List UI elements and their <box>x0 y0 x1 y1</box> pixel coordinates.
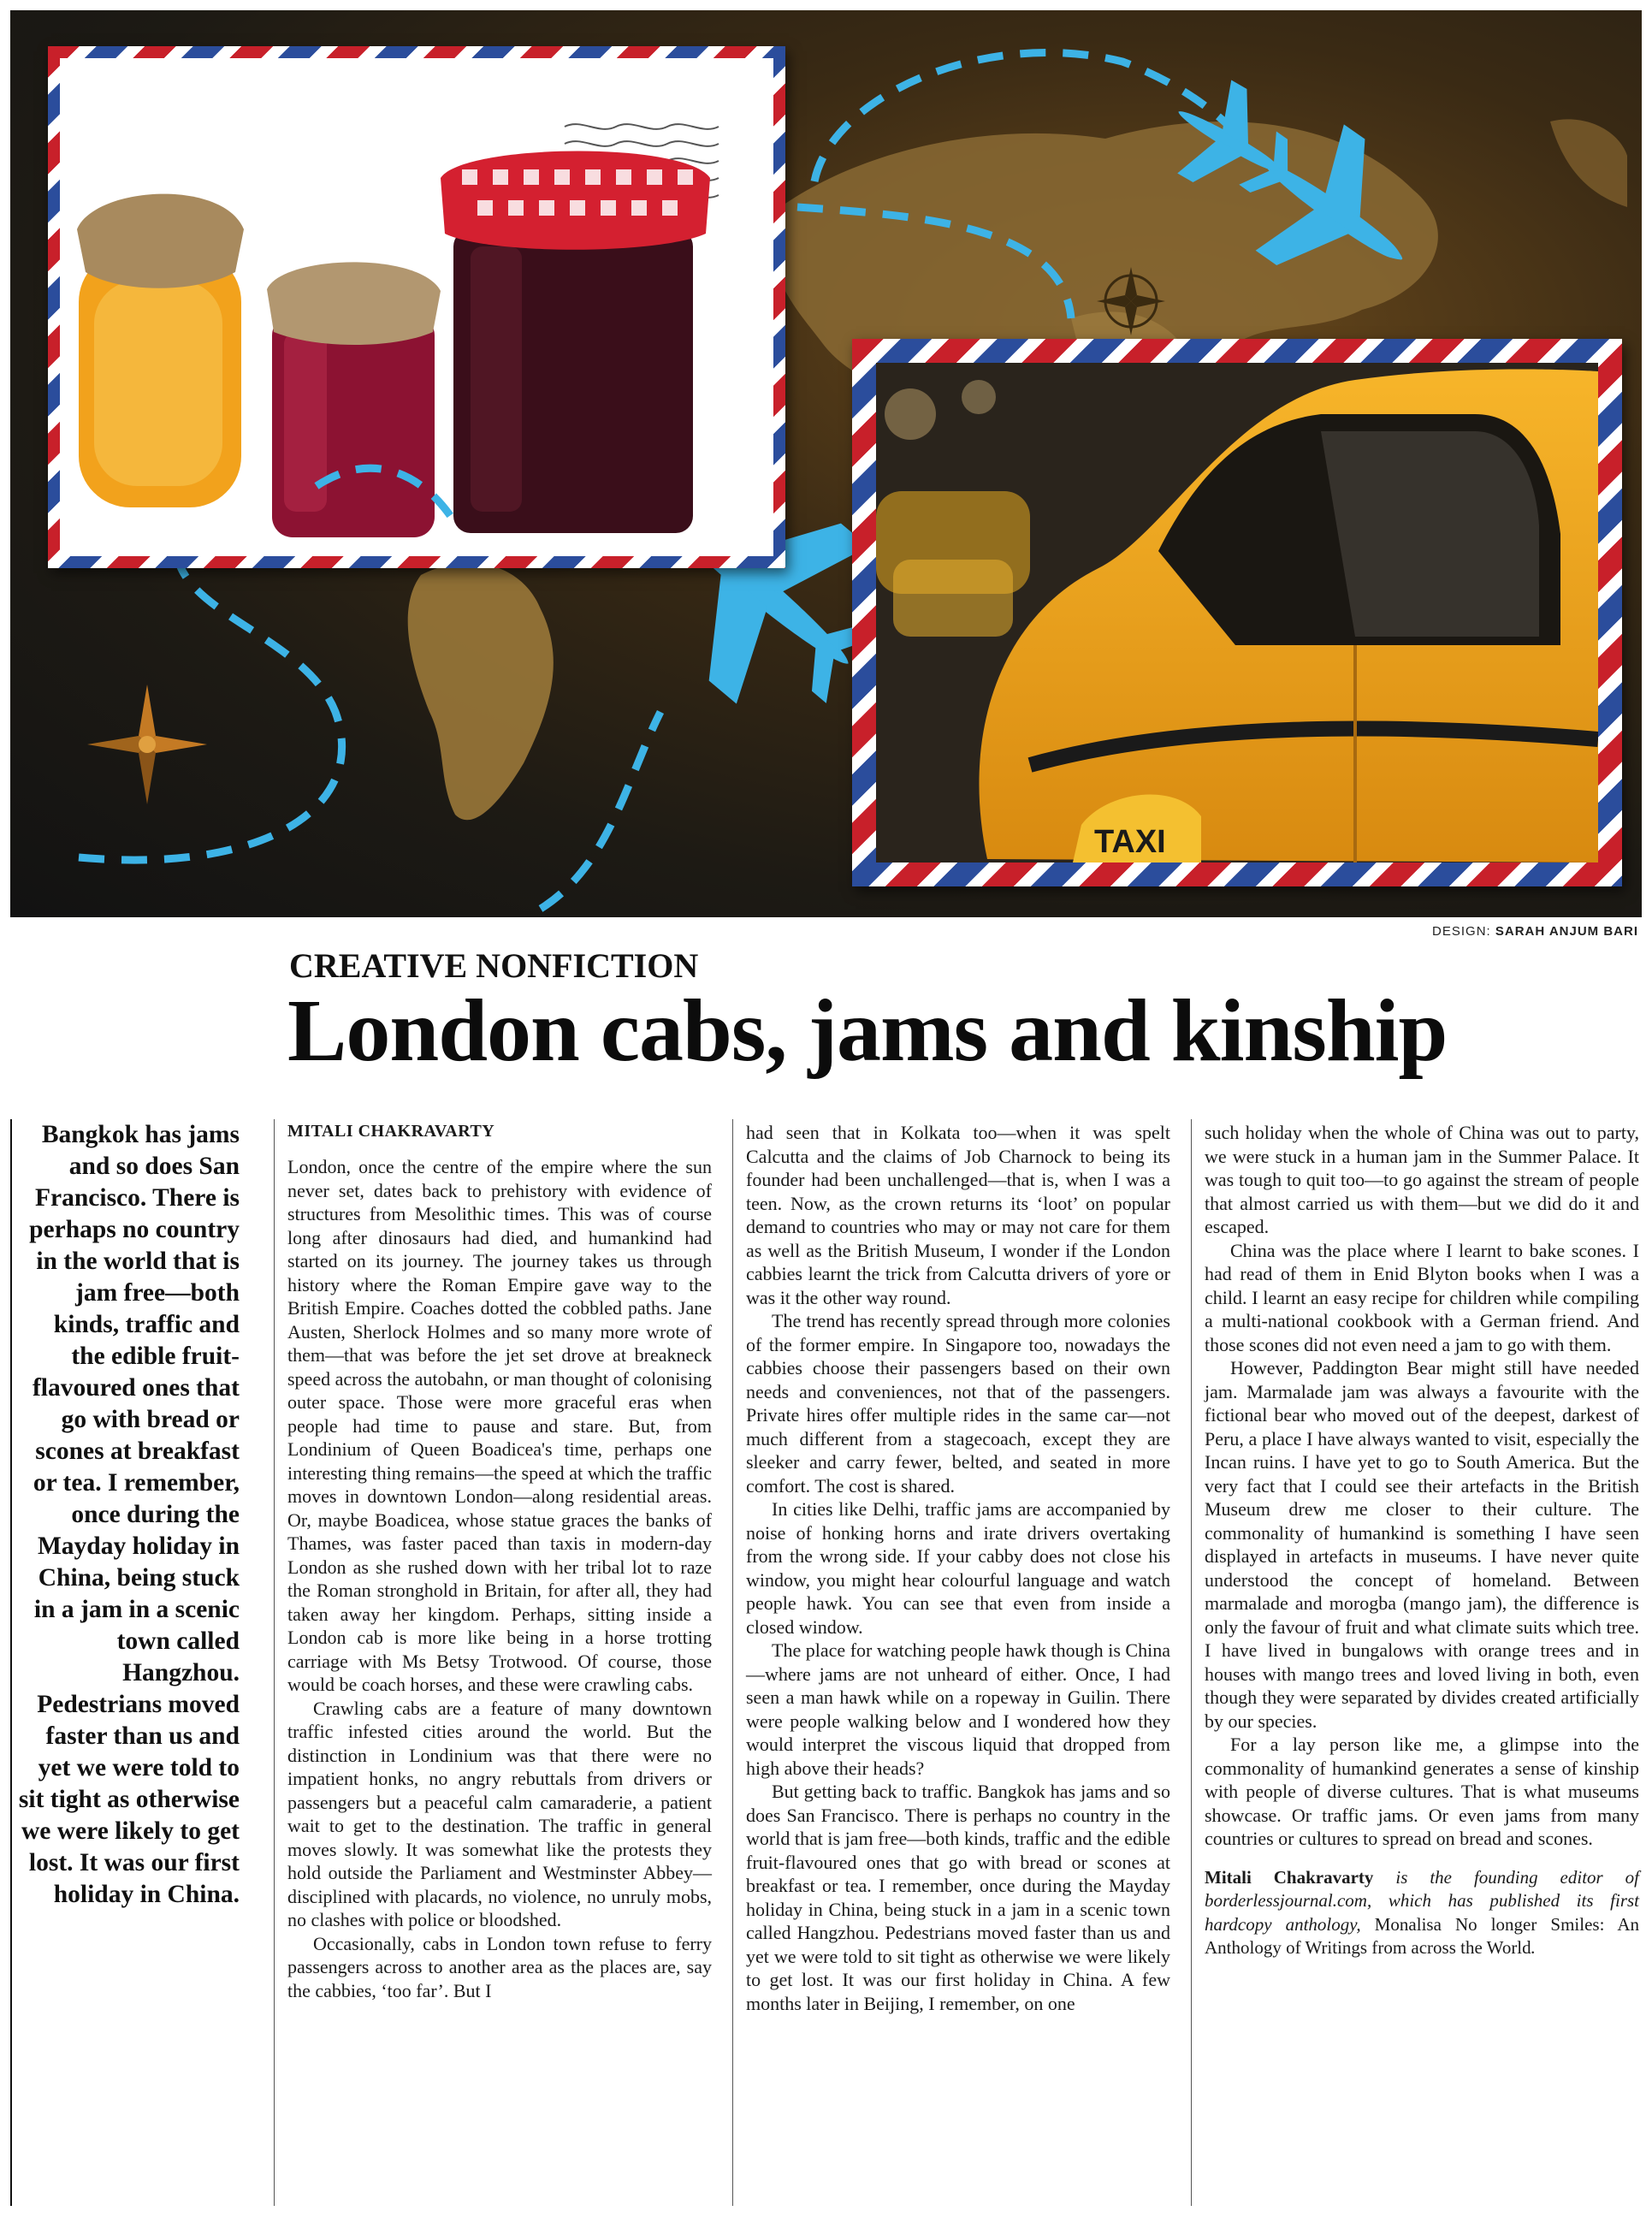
body-paragraph: The place for watching people hawk though is China—where jams are not unheard of either. Once, I had seen a man hawk while on a ropeway in Guilin. There were people walking below and I wondered how they would interpret the viscous liquid that dropped from high above their heads? <box>746 1639 1170 1779</box>
jam-jars-postcard <box>48 46 785 568</box>
column-divider <box>274 1119 275 2206</box>
design-credit-name: SARAH ANJUM BARI <box>1495 924 1638 939</box>
body-paragraph: The trend has recently spread through more colonies of the former empire. In Singapore too, nowadays the cabbies choose their passengers based on their own needs and conveniences, not that of the passengers. Private hires offer multiple rides in the same car—not much different from a stagecoach, except they are sleeker and carry fewer, belted, and seated in more comfort. The cost is shared. <box>746 1310 1170 1497</box>
dark-jam-jar <box>441 151 710 533</box>
yellow-taxi-photo <box>876 363 1598 863</box>
body-paragraph: In cities like Delhi, traffic jams are accompanied by noise of honking horns and irate drivers overtaking from the wrong side. If your cabby does not close his window, you might hear colourful language and watch people hawk. You can see that even from inside a closed window. <box>746 1498 1170 1638</box>
column-divider <box>732 1119 733 2206</box>
column-divider <box>1191 1119 1192 2206</box>
book-title: Monalisa No longer Smiles: An Anthology of Writings from across the World <box>1205 1913 1639 1958</box>
body-paragraph: Occasionally, cabs in London town refuse to ferry passengers across to another area as the places are, say the cabbies, ‘too far’. But I <box>287 1932 712 2001</box>
article-column-3 <box>1205 1121 1639 1960</box>
body-paragraph: London, once the centre of the empire where the sun never set, dates back to prehistory with evidence of structures from Mesolithic times. This was of course long after dinosaurs had died, and humankind had started on its journey. The journey takes us through history where the Roman Empire gave way to the British Empire. Coaches dotted the cobbled paths. Jane Austen, Sherlock Holmes and so many more wrote of them—that was before the jet set drove at breakneck speed across the autobahn, or man thought of colonising outer space. Those were more graceful eras when people had time to pause and stare. But, from Londinium of Queen Boadicea's time, perhaps one interesting thing remains—the speed at which the traffic moves in downtown London—along residential areas. Or, maybe Boadicea, whose statue graces the banks of Thames, was faster paced than taxis in modern-day London as she rushed down with her tribal lot to raze the Roman stronghold in Britain, for after all, they had taken away her kingdom. Perhaps, sitting inside a London cab is more like being in a horse trotting carriage with Ms Betsy Trotwood. Of course, those would be coach horses, and these were crawling cabs. <box>287 1156 712 1695</box>
pull-quote <box>10 1119 240 2206</box>
article-column-1 <box>287 1121 712 2002</box>
taxi-label: TAXI <box>1094 824 1166 860</box>
bio-text: is the founding editor of borderlessjournal.com, which has published its first hardcopy anthology, <box>1205 1866 1640 1935</box>
flight-path <box>541 712 660 909</box>
article-column-2 <box>746 1121 1170 2015</box>
article-headline: London cabs, jams and kinship <box>287 981 1448 1080</box>
body-paragraph: Crawling cabs are a feature of many downtown traffic infested cities around the world. But the distinction in Londinium was that there were no impatient honks, no angry rebuttals from drivers or passengers but a peaceful calm camaraderie, a patient wait to get to the destination. The traffic in general moves slowly. It was somewhat like the protests they hold outside the Parliament and Westminster Abbey—disciplined with placards, no violence, no unruly mobs, no clashes with police or bloodshed. <box>287 1697 712 1930</box>
body-paragraph: For a lay person like me, a glimpse into the commonality of humankind generates a sense of kinship with people of diverse cultures. That is what museums showcase. Or traffic jams. Or even jams from many countries or cultures to spread on bread and scones. <box>1205 1734 1639 1849</box>
body-paragraph: such holiday when the whole of China was out to party, we were stuck in a human jam in the Summer Palace. It was tough to quit too—to go against the stream of people that almost carried us with them—but we did do it and escaped. <box>1205 1122 1639 1237</box>
body-paragraph: had seen that in Kolkata too—when it was spelt Calcutta and the claims of Job Charnock to being its founder had been unchallenged—that is, when I was a teen. Now, as the crown returns its ‘loot’ on popular demand to countries who may or may not care for them as well as the British Museum, I wonder if the London cabbies learnt the trick from Calcutta drivers of yore or was it the other way round. <box>746 1122 1170 1308</box>
marmalade-jar <box>77 194 244 507</box>
body-paragraph: But getting back to traffic. Bangkok has jams and so does San Francisco. There is perhaps no country in the world that is jam free—both kinds, traffic and the edible fruit-flavoured ones that go with bread or scones at breakfast or tea. I remember, once during the Mayday holiday in China, being stuck in a jam in a scenic town called Hangzhou. Pedestrians moved faster than us and yet we were told to sit tight as otherwise we were likely to get lost. It was our first holiday in China. A few months later in Beijing, I remember, on one <box>746 1781 1170 2014</box>
taxi-postcard <box>852 339 1622 886</box>
pull-quote-text: Bangkok has jams and so does San Francisco. There is perhaps no country in the world that is jam free—both kinds, traffic and the edible fruit-flavoured ones that go with bread or scones at breakfast or tea. I remember, once during the Mayday holiday in China, being stuck in a jam in a scenic town called Hangzhou. Pedestrians moved faster than us and yet we were told to sit tight as otherwise we were likely to get lost. It was our first holiday in China. <box>18 1121 240 1908</box>
body-paragraph: However, Paddington Bear might still have needed jam. Marmalade jam was always a favourite with the fictional bear who moved out of the deepest, darkest of Peru, a place I have always wanted to visit, especially the Incan ruins. I have yet to go to South America. But the very fact that I could see their artefacts in the British Museum drew me closer to their culture. The commonality of humankind is something I have seen displayed in artefacts in museums. I have never quite understood the concept of homeland. Between marmalade and morogba (mango jam), the difference is only the favour of fruit and what climate suits which tree. I have lived in bungalows with orange trees and in houses with mango trees and loved living in both, even though they were separated by divides created artificially by our species. <box>1205 1357 1639 1732</box>
bio-end: . <box>1531 1937 1536 1958</box>
body-paragraph: China was the place where I learnt to bake scones. I had read of them in Enid Blyton books when I was a child. I learnt an easy recipe for children while compiling a multi-national cookbook with a German friend. And those scones did not even need a jam to go with them. <box>1205 1239 1639 1355</box>
hero-illustration <box>10 10 1642 917</box>
byline: MITALI CHAKRAVARTY <box>287 1122 495 1141</box>
jam-jars-illustration <box>60 58 773 556</box>
author-bio <box>1205 1866 1639 1960</box>
design-credit <box>1432 924 1638 939</box>
section-kicker: CREATIVE NONFICTION <box>289 946 699 985</box>
compass-rose-icon <box>87 685 207 804</box>
author-name: Mitali Chakravarty <box>1205 1866 1374 1888</box>
design-credit-label: DESIGN: <box>1432 924 1491 939</box>
berry-jam-jar <box>267 262 441 537</box>
